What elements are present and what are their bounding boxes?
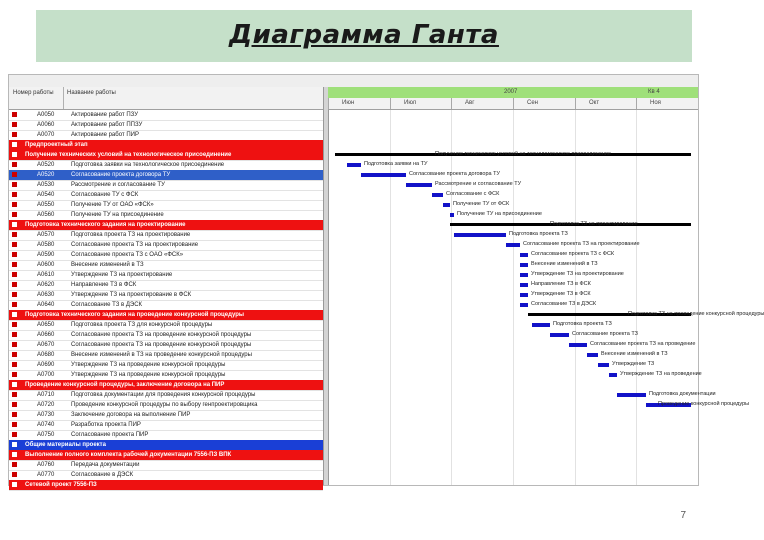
task-bar[interactable] bbox=[432, 193, 443, 197]
task-bar[interactable] bbox=[347, 163, 361, 167]
row-marker-icon bbox=[12, 222, 17, 227]
task-bar[interactable] bbox=[361, 173, 406, 177]
bar-label: Согласование проекта ТЗ с ФСК bbox=[531, 251, 615, 257]
row-marker-icon bbox=[12, 352, 17, 357]
row-code: А0650 bbox=[37, 322, 55, 328]
row-code: А0520 bbox=[37, 162, 55, 168]
bar-label: Утверждение ТЗ на проведение bbox=[620, 371, 702, 377]
bar-label: Получение технических условий на технологическое присоединение bbox=[435, 151, 611, 157]
bar-label: Утверждение ТЗ на проектирование bbox=[531, 271, 624, 277]
row-name: Актирование работ ППЗУ bbox=[71, 122, 143, 128]
row-marker-icon bbox=[12, 182, 17, 187]
row-code: А0600 bbox=[37, 262, 55, 268]
bar-label: Утверждение ТЗ в ФСК bbox=[531, 291, 591, 297]
task-bar[interactable] bbox=[506, 243, 520, 247]
row-marker-icon bbox=[12, 392, 17, 397]
row-marker-icon bbox=[12, 442, 17, 447]
task-bar[interactable] bbox=[520, 303, 528, 307]
row-marker-icon bbox=[12, 252, 17, 257]
column-header-code: Номер работы bbox=[13, 90, 54, 96]
row-name: Подготовка проекта ТЗ на проектирование bbox=[71, 232, 191, 238]
bar-label: Согласование ТЗ в ДЭСК bbox=[531, 301, 597, 307]
row-code: А0070 bbox=[37, 132, 55, 138]
row-name: Подготовка технического задания на проведение конкурсной процедуры bbox=[25, 312, 245, 318]
row-code: А0630 bbox=[37, 292, 55, 298]
row-name: Подготовка документации для проведения конкурсной процедуры bbox=[71, 392, 256, 398]
row-name: Согласование проекта ТЗ с ОАО «ФСК» bbox=[71, 252, 184, 258]
row-marker-icon bbox=[12, 452, 17, 457]
row-marker-icon bbox=[12, 342, 17, 347]
row-marker-icon bbox=[12, 132, 17, 137]
month-gridline bbox=[451, 110, 452, 485]
row-code: А0680 bbox=[37, 352, 55, 358]
row-name: Получение ТУ на присоединение bbox=[71, 212, 164, 218]
row-marker-icon bbox=[12, 242, 17, 247]
row-marker-icon bbox=[12, 462, 17, 467]
task-bar[interactable] bbox=[520, 263, 528, 267]
row-code: А0730 bbox=[37, 412, 55, 418]
row-code: А0560 bbox=[37, 212, 55, 218]
bar-label: Согласование проекта договора ТУ bbox=[409, 171, 500, 177]
row-name: Выполнение полного комплекта рабочей документации 7556-ПЗ ВПК bbox=[25, 452, 232, 458]
month-label: Ноя bbox=[650, 100, 661, 106]
row-marker-icon bbox=[12, 172, 17, 177]
row-name: Согласование ТУ с ФСК bbox=[71, 192, 139, 198]
row-name: Внесение изменений в ТЗ bbox=[71, 262, 144, 268]
row-code: А0050 bbox=[37, 112, 55, 118]
gantt-screenshot bbox=[8, 74, 764, 488]
row-name: Сетевой проект 7556-ПЗ bbox=[25, 482, 97, 488]
row-name: Согласование проекта ТЗ на проведение конкурсной процедуры bbox=[71, 342, 252, 348]
task-bar[interactable] bbox=[520, 273, 528, 277]
task-bar[interactable] bbox=[520, 293, 528, 297]
bar-label: Подготовка ТЗ на проведение конкурсной процедуры bbox=[628, 311, 764, 317]
row-name: Получение технических условий на технологическое присоединение bbox=[25, 152, 232, 158]
bar-label: Согласование проекта ТЗ на проектирование bbox=[523, 241, 640, 247]
row-code: А0660 bbox=[37, 332, 55, 338]
row-name: Разработка проекта ПИР bbox=[71, 422, 141, 428]
row-marker-icon bbox=[12, 372, 17, 377]
month-gridline bbox=[636, 110, 637, 485]
row-name: Подготовка технического задания на проектирование bbox=[25, 222, 186, 228]
bar-label: Подготовка проекта ТЗ bbox=[553, 321, 612, 327]
month-label: Окт bbox=[589, 100, 600, 106]
bar-label: Подготовка ТЗ на проектирование bbox=[550, 221, 638, 227]
row-code: А0670 bbox=[37, 342, 55, 348]
quarter-label: Кв 4 bbox=[648, 89, 660, 95]
task-bar[interactable] bbox=[532, 323, 550, 327]
gantt-body bbox=[328, 110, 764, 485]
timescale-header bbox=[328, 87, 698, 110]
bar-label: Направление ТЗ в ФСК bbox=[531, 281, 591, 287]
row-code: А0690 bbox=[37, 362, 55, 368]
row-code: А0700 bbox=[37, 372, 55, 378]
row-marker-icon bbox=[12, 312, 17, 317]
row-name: Подготовка заявки на технологическое присоединение bbox=[71, 162, 225, 168]
task-bar[interactable] bbox=[569, 343, 587, 347]
row-marker-icon bbox=[12, 262, 17, 267]
bar-label: Согласование проекта ТЗ на проведение bbox=[590, 341, 696, 347]
row-marker-icon bbox=[12, 382, 17, 387]
bar-label: Подготовка проекта ТЗ bbox=[509, 231, 568, 237]
row-name: Согласование в ДЭСК bbox=[71, 472, 134, 478]
row-name: Утверждение ТЗ на проектирование bbox=[71, 272, 173, 278]
task-bar[interactable] bbox=[443, 203, 450, 207]
row-marker-icon bbox=[12, 272, 17, 277]
month-divider bbox=[636, 98, 637, 109]
month-divider bbox=[328, 98, 329, 109]
row-name: Согласование ТЗ в ДЭСК bbox=[71, 302, 143, 308]
row-marker-icon bbox=[12, 362, 17, 367]
task-bar[interactable] bbox=[450, 213, 454, 217]
row-marker-icon bbox=[12, 122, 17, 127]
column-separator bbox=[63, 87, 64, 109]
page-number: 7 bbox=[680, 510, 686, 521]
row-code: А0610 bbox=[37, 272, 55, 278]
column-header-name: Название работы bbox=[67, 90, 116, 96]
title-banner bbox=[36, 10, 692, 62]
row-code: А0060 bbox=[37, 122, 55, 128]
row-code: А0580 bbox=[37, 242, 55, 248]
task-bar[interactable] bbox=[520, 253, 528, 257]
row-code: А0710 bbox=[37, 392, 55, 398]
month-divider bbox=[451, 98, 452, 109]
row-marker-icon bbox=[12, 142, 17, 147]
row-marker-icon bbox=[12, 482, 17, 487]
row-name: Утверждение ТЗ на проведение конкурсной процедуры bbox=[71, 362, 226, 368]
task-bar[interactable] bbox=[617, 393, 646, 397]
row-code: А0540 bbox=[37, 192, 55, 198]
row-marker-icon bbox=[12, 432, 17, 437]
row-marker-icon bbox=[12, 162, 17, 167]
bar-label: Получение ТУ от ФСК bbox=[453, 201, 510, 207]
row-name: Утверждение ТЗ на проектирование в ФСК bbox=[71, 292, 192, 298]
bar-label: Проведение конкурсной процедуры bbox=[658, 401, 750, 407]
bar-label: Подготовка заявки на ТУ bbox=[364, 161, 428, 167]
month-label: Июн bbox=[342, 100, 355, 106]
row-marker-icon bbox=[12, 422, 17, 427]
row-code: А0760 bbox=[37, 462, 55, 468]
month-divider bbox=[390, 98, 391, 109]
bar-label: Согласование проекта ТЗ bbox=[572, 331, 638, 337]
row-name: Предпроектный этап bbox=[25, 142, 88, 148]
row-marker-icon bbox=[12, 302, 17, 307]
task-bar[interactable] bbox=[598, 363, 609, 367]
row-code: А0740 bbox=[37, 422, 55, 428]
row-name: Подготовка проекта ТЗ для конкурсной процедуры bbox=[71, 322, 213, 328]
row-name: Проведение конкурсной процедуры, заключение договора на ПИР bbox=[25, 382, 225, 388]
row-name: Согласование проекта договора ТУ bbox=[71, 172, 171, 178]
month-divider bbox=[513, 98, 514, 109]
gantt-chart bbox=[328, 87, 764, 485]
month-label: Июл bbox=[404, 100, 417, 106]
bar-label: Рассмотрение и согласование ТУ bbox=[435, 181, 522, 187]
row-marker-icon bbox=[12, 412, 17, 417]
row-name: Утверждение ТЗ на проведение конкурсной процедуры bbox=[71, 372, 226, 378]
bar-label: Подготовка документации bbox=[649, 391, 716, 397]
row-marker-icon bbox=[12, 112, 17, 117]
bar-label: Внесение изменений в ТЗ bbox=[601, 351, 668, 357]
bar-label: Внесение изменений в ТЗ bbox=[531, 261, 598, 267]
slide-title: Диаграмма Ганта bbox=[229, 20, 499, 50]
row-marker-icon bbox=[12, 232, 17, 237]
row-name: Актирование работ ПИР bbox=[71, 132, 139, 138]
row-name: Общие материалы проекта bbox=[25, 442, 106, 448]
row-name: Актирование работ ПЗУ bbox=[71, 112, 139, 118]
bar-label: Получение ТУ на присоединение bbox=[457, 211, 542, 217]
row-code: А0720 bbox=[37, 402, 55, 408]
row-marker-icon bbox=[12, 152, 17, 157]
row-code: А0620 bbox=[37, 282, 55, 288]
row-code: А0570 bbox=[37, 232, 55, 238]
task-bar[interactable] bbox=[609, 373, 617, 377]
row-name: Заключение договора на выполнение ПИР bbox=[71, 412, 191, 418]
row-name: Передача документации bbox=[71, 462, 140, 468]
task-bar[interactable] bbox=[454, 233, 506, 237]
row-name: Рассмотрение и согласование ТУ bbox=[71, 182, 165, 188]
row-name: Направление ТЗ в ФСК bbox=[71, 282, 137, 288]
task-bar[interactable] bbox=[587, 353, 598, 357]
row-marker-icon bbox=[12, 202, 17, 207]
row-code: А0640 bbox=[37, 302, 55, 308]
month-divider bbox=[575, 98, 576, 109]
row-code: А0750 bbox=[37, 432, 55, 438]
row-name: Согласование проекта ТЗ на проведение конкурсной процедуры bbox=[71, 332, 252, 338]
bar-label: Согласование с ФСК bbox=[446, 191, 500, 197]
row-marker-icon bbox=[12, 402, 17, 407]
task-bar[interactable] bbox=[406, 183, 432, 187]
row-name: Получение ТУ от ОАО «ФСК» bbox=[71, 202, 154, 208]
row-marker-icon bbox=[12, 322, 17, 327]
month-label: Авг bbox=[465, 100, 475, 106]
year-label: 2007 bbox=[504, 89, 518, 95]
row-marker-icon bbox=[12, 292, 17, 297]
table-header bbox=[9, 87, 323, 110]
row-marker-icon bbox=[12, 472, 17, 477]
row-code: А0770 bbox=[37, 472, 55, 478]
row-marker-icon bbox=[12, 192, 17, 197]
month-label: Сен bbox=[527, 100, 538, 106]
phase-row[interactable] bbox=[9, 480, 323, 491]
row-name: Проведение конкурсной процедуры по выбору генпроектировщика bbox=[71, 402, 258, 408]
row-code: А0520 bbox=[37, 172, 55, 178]
row-code: А0530 bbox=[37, 182, 55, 188]
row-name: Согласование проекта ПИР bbox=[71, 432, 149, 438]
row-marker-icon bbox=[12, 282, 17, 287]
row-code: А0550 bbox=[37, 202, 55, 208]
row-code: А0590 bbox=[37, 252, 55, 258]
row-marker-icon bbox=[12, 212, 17, 217]
row-name: Согласование проекта ТЗ на проектирование bbox=[71, 242, 199, 248]
row-marker-icon bbox=[12, 332, 17, 337]
task-bar[interactable] bbox=[520, 283, 528, 287]
row-name: Внесение изменений в ТЗ на проведение конкурсной процедуры bbox=[71, 352, 252, 358]
month-gridline bbox=[513, 110, 514, 485]
task-bar[interactable] bbox=[550, 333, 569, 337]
bar-label: Утверждение ТЗ bbox=[612, 361, 655, 367]
